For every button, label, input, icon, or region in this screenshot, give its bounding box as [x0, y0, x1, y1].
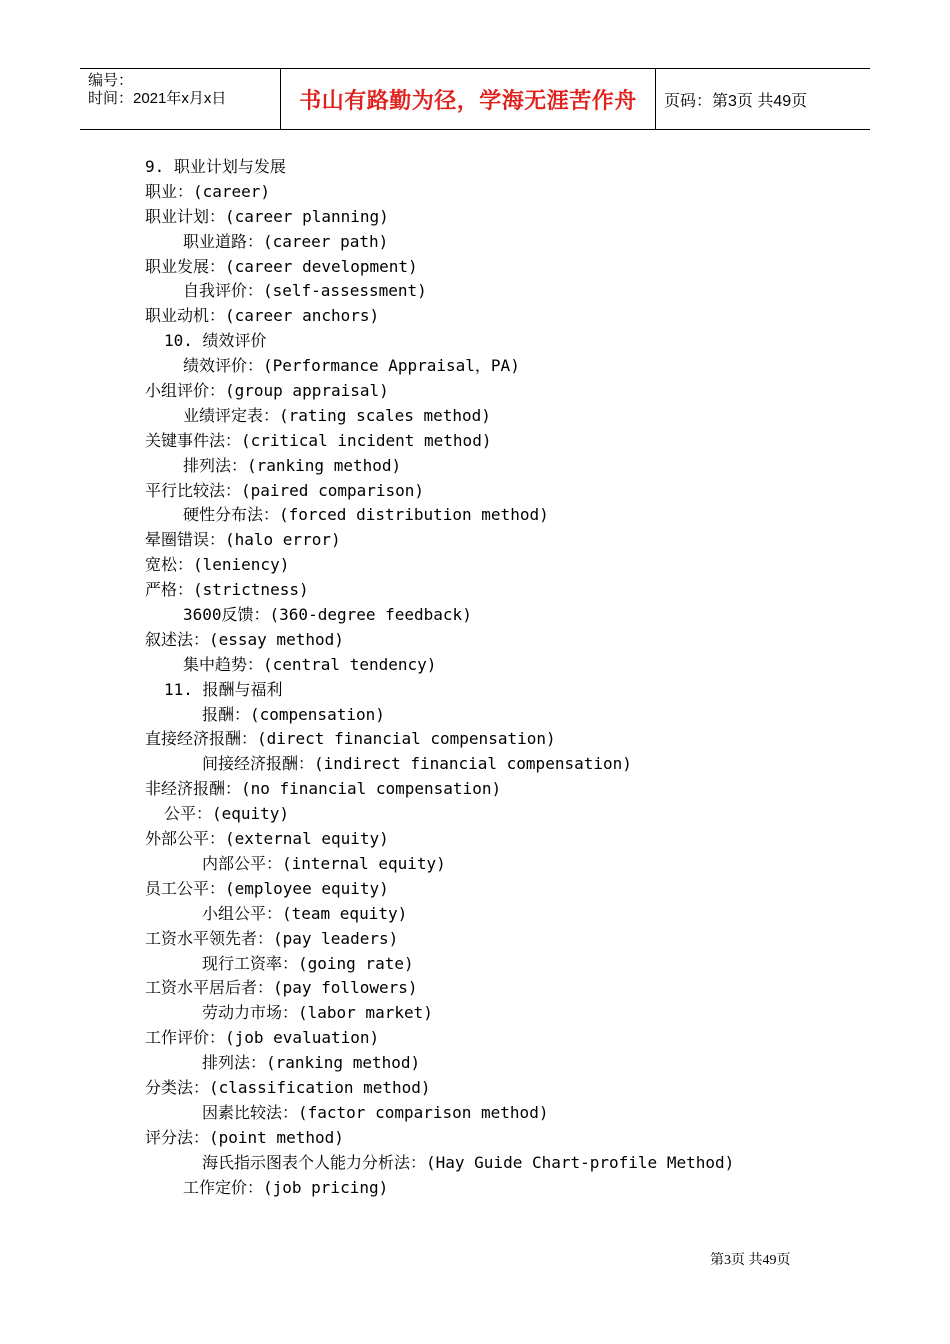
header-motto-cell — [280, 69, 656, 129]
term-line: 工作评价：(job evaluation) — [145, 1028, 380, 1048]
term-line: 绩效评价：(Performance Appraisal，PA) — [183, 356, 520, 376]
page-footer — [710, 1249, 791, 1269]
term-line: 晕圈错误：(halo error) — [145, 530, 341, 550]
term-line: 排列法：(ranking method) — [202, 1053, 421, 1073]
term-line: 职业道路：(career path) — [183, 231, 389, 251]
term-line: 非经济报酬：(no financial compensation) — [145, 779, 502, 799]
term-line: 因素比较法：(factor comparison method) — [202, 1102, 549, 1122]
footer-page-label: 第3页 共49页 — [710, 1253, 791, 1268]
term-line: 职业发展：(career development) — [145, 256, 418, 276]
term-line: 工作定价：(job pricing) — [183, 1177, 389, 1197]
page-header — [80, 68, 870, 130]
term-line: 工资水平居后者：(pay followers) — [145, 978, 418, 998]
term-line: 现行工资率：(going rate) — [202, 953, 414, 973]
term-line: 分类法：(classification method) — [145, 1077, 431, 1097]
section-heading: 11. 报酬与福利 — [164, 679, 283, 699]
term-line: 外部公平：(external equity) — [145, 829, 389, 849]
term-line: 关键事件法：(critical incident method) — [145, 430, 492, 450]
term-line: 小组评价：(group appraisal) — [145, 381, 389, 401]
term-line: 叙述法：(essay method) — [145, 629, 344, 649]
header-page-cell — [656, 69, 870, 129]
term-line: 间接经济报酬：(indirect financial compensation) — [202, 754, 632, 774]
term-line: 硬性分布法：(forced distribution method) — [183, 505, 549, 525]
term-line: 集中趋势：(central tendency) — [183, 654, 437, 674]
term-line: 公平：(equity) — [164, 804, 290, 824]
term-line: 劳动力市场：(labor market) — [202, 1003, 433, 1023]
term-line: 排列法：(ranking method) — [183, 455, 402, 475]
time-label: 时间：2021年x月x日 — [88, 90, 227, 107]
motto: 书山有路勤为径，学海无涯苦作舟 — [299, 88, 637, 114]
term-line: 3600反馈：(360-degree feedback) — [183, 605, 472, 625]
term-line: 严格：(strictness) — [145, 580, 309, 600]
term-line: 宽松：(leniency) — [145, 555, 290, 575]
term-line: 自我评价：(self-assessment) — [183, 281, 427, 301]
header-meta — [80, 69, 280, 129]
header-page-label: 页码：第3页 共49页 — [664, 92, 808, 110]
term-line: 直接经济报酬：(direct financial compensation) — [145, 729, 556, 749]
term-line: 内部公平：(internal equity) — [202, 853, 446, 873]
section-heading: 10. 绩效评价 — [164, 331, 267, 351]
glossary-body — [0, 155, 950, 1200]
term-line: 职业动机：(career anchors) — [145, 306, 380, 326]
term-line: 海氏指示图表个人能力分析法：(Hay Guide Chart-profile Method) — [202, 1152, 735, 1172]
term-line: 职业：(career) — [145, 181, 271, 201]
term-line: 职业计划：(career planning) — [145, 206, 389, 226]
term-line: 工资水平领先者：(pay leaders) — [145, 928, 399, 948]
term-line: 员工公平：(employee equity) — [145, 878, 389, 898]
section-heading: 9. 职业计划与发展 — [145, 157, 286, 176]
id-label: 编号： — [88, 72, 134, 89]
term-line: 业绩评定表：(rating scales method) — [183, 405, 491, 425]
term-line: 平行比较法：(paired comparison) — [145, 480, 425, 500]
term-line: 报酬：(compensation) — [202, 704, 385, 724]
term-line: 评分法：(point method) — [145, 1127, 344, 1147]
term-line: 小组公平：(team equity) — [202, 903, 408, 923]
